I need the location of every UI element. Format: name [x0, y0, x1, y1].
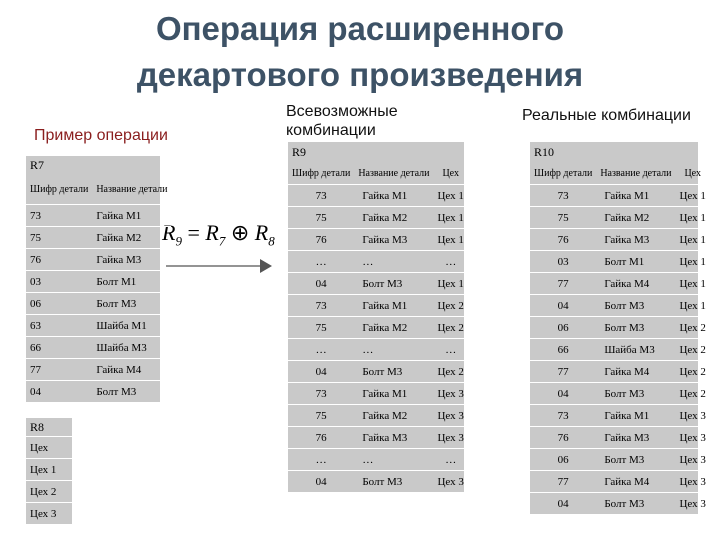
table-cell: …: [433, 339, 467, 361]
table-cell: Цех 2: [675, 361, 709, 383]
table-cell: Гайка М1: [596, 185, 675, 207]
table-cell: Гайка М2: [354, 317, 433, 339]
table-cell: …: [433, 251, 467, 273]
table-cell: 75: [288, 405, 354, 427]
table-row: [530, 229, 710, 251]
table-cell: …: [354, 251, 433, 273]
table-cell: 73: [288, 383, 354, 405]
table-cell: Цех 3: [675, 471, 709, 493]
table-row: [26, 503, 72, 525]
arrow-icon: [164, 254, 274, 278]
table-cell: Болт М3: [596, 317, 675, 339]
table-cell: …: [288, 449, 354, 471]
table-r9-header-shop: Цех: [442, 168, 459, 179]
table-cell: Цех 2: [675, 339, 709, 361]
table-cell: Цех 1: [675, 229, 709, 251]
table-cell: Шайба М1: [92, 315, 171, 337]
table-cell: Цех 2: [675, 383, 709, 405]
example-label: Пример операции: [34, 127, 168, 144]
table-row: [288, 295, 468, 317]
table-cell: Цех 1: [433, 229, 467, 251]
table-row: [26, 481, 72, 503]
page-title: [0, 6, 720, 98]
table-cell: Гайка М2: [354, 207, 433, 229]
table-cell: Гайка М1: [354, 383, 433, 405]
table-row: [530, 185, 710, 207]
table-cell: 06: [530, 449, 596, 471]
table-row: [288, 339, 468, 361]
table-cell: 77: [530, 471, 596, 493]
table-cell: Цех 1: [675, 273, 709, 295]
table-cell: Шайба М3: [92, 337, 171, 359]
table-row: [288, 229, 468, 251]
table-cell: Цех 1: [675, 251, 709, 273]
table-row: [288, 427, 468, 449]
table-r10-header-shop: Цех: [684, 168, 701, 179]
table-cell: 06: [26, 293, 92, 315]
table-cell: Гайка М3: [354, 229, 433, 251]
table-cell: 73: [530, 405, 596, 427]
table-row: [288, 405, 468, 427]
table-r10-header-name: Название детали: [600, 168, 672, 179]
table-row: [26, 359, 171, 381]
table-row: [288, 251, 468, 273]
formula-r8-sub: 8: [268, 233, 275, 249]
table-row: [26, 293, 171, 315]
table-cell: 63: [26, 315, 92, 337]
table-cell: Цех 3: [433, 383, 467, 405]
table-row: [288, 361, 468, 383]
table-cell: Болт М1: [596, 251, 675, 273]
table-cell: Цех 2: [433, 361, 467, 383]
table-cell: 76: [288, 427, 354, 449]
table-cell: 77: [530, 361, 596, 383]
table-cell: Цех 3: [675, 427, 709, 449]
table-cell: Цех 2: [433, 295, 467, 317]
all-combinations-label: Всевозможные комбинации: [286, 103, 398, 139]
table-cell: Гайка М2: [92, 227, 171, 249]
table-row: [530, 493, 710, 515]
table-cell: Цех 2: [675, 317, 709, 339]
table-cell: Цех 1: [433, 207, 467, 229]
table-cell: 04: [288, 471, 354, 493]
table-cell: 73: [288, 185, 354, 207]
table-r9-header-name: Название детали: [358, 168, 430, 179]
table-cell: 76: [288, 229, 354, 251]
table-cell: Цех 3: [675, 449, 709, 471]
table-row: [530, 207, 710, 229]
table-cell: Гайка М4: [596, 361, 675, 383]
table-row: [530, 251, 710, 273]
table-r10-header-code: Шифр детали: [534, 168, 593, 179]
table-row: [26, 249, 171, 271]
table-cell: Болт М3: [596, 493, 675, 515]
table-row: [530, 449, 710, 471]
table-cell: Гайка М1: [92, 205, 171, 227]
table-cell: Цех 1: [675, 207, 709, 229]
table-cell: Гайка М1: [596, 405, 675, 427]
table-row: [288, 383, 468, 405]
table-cell: Цех 1: [675, 295, 709, 317]
table-cell: Гайка М4: [596, 273, 675, 295]
table-row: [26, 337, 171, 359]
table-row: [26, 271, 171, 293]
table-row: [26, 381, 171, 403]
table-row: [26, 315, 171, 337]
table-cell: Цех 1: [433, 273, 467, 295]
formula-oplus: ⊕: [225, 220, 255, 245]
table-cell: 76: [530, 229, 596, 251]
table-cell: 04: [530, 295, 596, 317]
table-cell: Цех 3: [675, 405, 709, 427]
table-cell: 77: [530, 273, 596, 295]
formula-r7-sub: 7: [218, 233, 226, 249]
table-cell: …: [354, 449, 433, 471]
table-cell: Цех 1: [675, 185, 709, 207]
table-cell: Гайка М2: [596, 207, 675, 229]
table-cell: Цех 1: [26, 459, 72, 481]
table-row: [288, 185, 468, 207]
table-cell: Болт М3: [92, 381, 171, 403]
formula-r9: R: [162, 220, 176, 245]
formula: [162, 220, 275, 249]
table-cell: 03: [530, 251, 596, 273]
table-cell: 77: [26, 359, 92, 381]
table-row: [288, 273, 468, 295]
table-cell: Болт М1: [92, 271, 171, 293]
table-r8-name: R8: [30, 419, 45, 434]
table-row: [26, 227, 171, 249]
table-cell: 06: [530, 317, 596, 339]
table-row: [530, 427, 710, 449]
table-row: [530, 317, 710, 339]
table-cell: 73: [288, 295, 354, 317]
table-row: [288, 471, 468, 493]
table-cell: Болт М3: [596, 449, 675, 471]
table-cell: Гайка М2: [354, 405, 433, 427]
table-cell: Цех 1: [433, 185, 467, 207]
table-r9-name: R9: [292, 145, 307, 159]
title-line-2: декартового произведения: [136, 56, 584, 93]
formula-r9-sub: 9: [175, 233, 182, 249]
table-cell: Цех 2: [433, 317, 467, 339]
table-cell: Гайка М4: [596, 471, 675, 493]
table-cell: 75: [530, 207, 596, 229]
table-r9-header-code: Шифр детали: [292, 168, 351, 179]
title-line-1: Операция расширенного: [155, 10, 565, 47]
table-r7: [26, 156, 168, 402]
table-cell: Болт М3: [596, 383, 675, 405]
table-row: [530, 471, 710, 493]
table-r7-name: R7: [30, 157, 45, 172]
table-row: [288, 449, 468, 471]
table-row: [26, 459, 72, 481]
table-cell: 66: [530, 339, 596, 361]
table-cell: Гайка М3: [354, 427, 433, 449]
table-cell: 04: [288, 361, 354, 383]
table-r8: [26, 418, 72, 524]
table-r10: [530, 142, 706, 514]
table-cell: …: [288, 251, 354, 273]
table-row: [530, 273, 710, 295]
table-r9: [288, 142, 464, 492]
table-cell: 75: [288, 317, 354, 339]
table-cell: Цех 3: [433, 427, 467, 449]
formula-r7: R: [205, 220, 219, 245]
table-cell: 75: [26, 227, 92, 249]
table-cell: Гайка М3: [92, 249, 171, 271]
table-cell: 04: [530, 493, 596, 515]
table-cell: 66: [26, 337, 92, 359]
table-r10-name: R10: [534, 145, 555, 159]
table-row: [530, 405, 710, 427]
table-cell: Шайба М3: [596, 339, 675, 361]
table-row: [530, 361, 710, 383]
table-cell: …: [354, 339, 433, 361]
table-cell: 04: [530, 383, 596, 405]
table-cell: 76: [530, 427, 596, 449]
table-row: [530, 339, 710, 361]
table-cell: Цех 3: [26, 503, 72, 525]
table-cell: 04: [26, 381, 92, 403]
table-cell: Гайка М1: [354, 295, 433, 317]
table-cell: Болт М3: [354, 471, 433, 493]
table-row: [26, 205, 171, 227]
table-cell: Цех 3: [433, 471, 467, 493]
table-row: [530, 383, 710, 405]
table-cell: 03: [26, 271, 92, 293]
table-r7-header-code: Шифр детали: [30, 183, 89, 195]
table-cell: Гайка М4: [92, 359, 171, 381]
table-cell: …: [288, 339, 354, 361]
table-cell: Болт М3: [354, 273, 433, 295]
table-cell: Гайка М3: [596, 427, 675, 449]
table-cell: Гайка М1: [354, 185, 433, 207]
table-cell: Болт М3: [596, 295, 675, 317]
table-cell: Цех 3: [675, 493, 709, 515]
table-cell: …: [433, 449, 467, 471]
table-cell: Болт М3: [92, 293, 171, 315]
table-cell: Болт М3: [354, 361, 433, 383]
formula-r8: R: [254, 220, 269, 245]
table-cell: 75: [288, 207, 354, 229]
table-row: [530, 295, 710, 317]
table-cell: 73: [530, 185, 596, 207]
table-row: [288, 207, 468, 229]
table-cell: 73: [26, 205, 92, 227]
table-cell: 76: [26, 249, 92, 271]
table-row: [288, 317, 468, 339]
table-r8-header: Цех: [26, 437, 72, 459]
table-cell: Цех 2: [26, 481, 72, 503]
table-cell: Гайка М3: [596, 229, 675, 251]
table-cell: Цех 3: [433, 405, 467, 427]
real-combinations-label: Реальные комбинации: [522, 107, 691, 124]
formula-equals: =: [181, 220, 206, 245]
table-cell: 04: [288, 273, 354, 295]
table-r7-header-name: Название детали: [96, 183, 168, 195]
